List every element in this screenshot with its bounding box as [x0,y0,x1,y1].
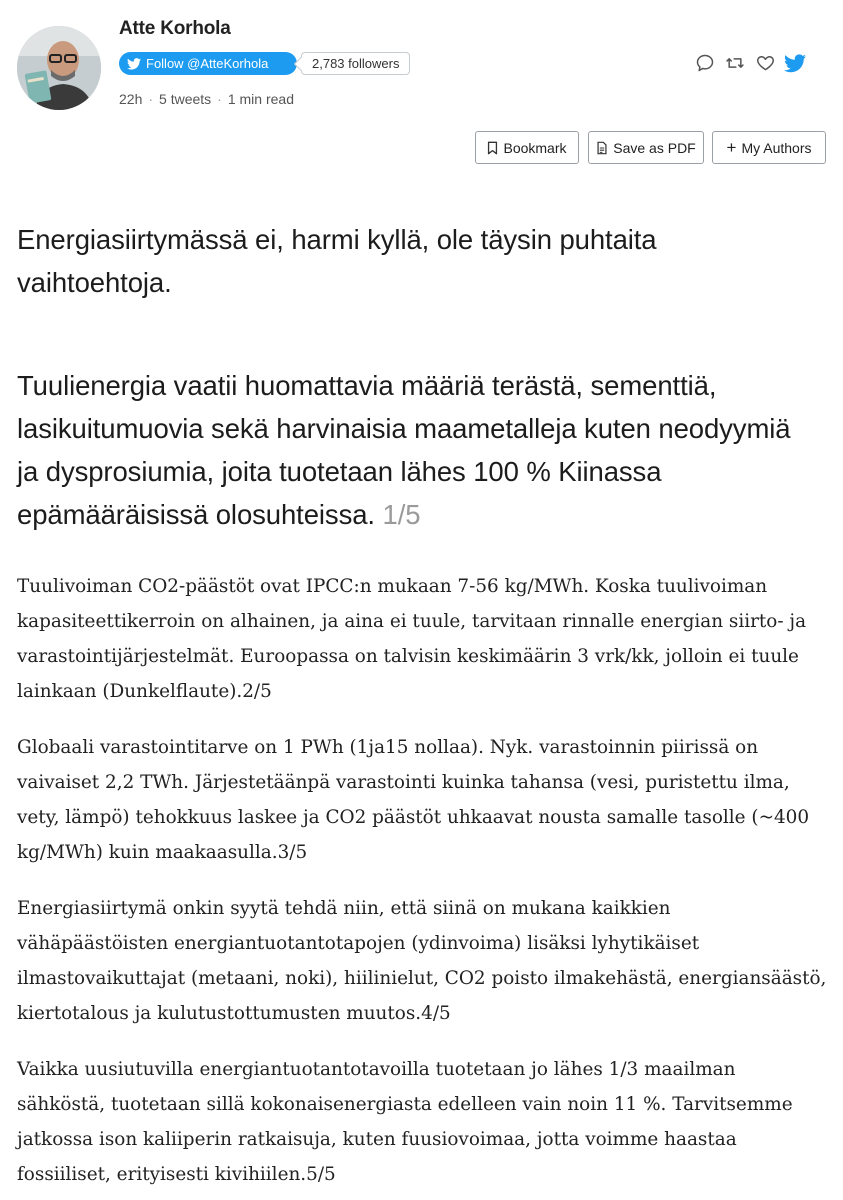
meta-separator: · [148,91,154,107]
tweet-3: Globaali varastointitarve on 1 PWh (1ja15 nollaa). Nyk. varastoinnin piirissä on vaivaiset 2,2 TWh. Järjestetäänpä varastointi kuinka tahansa (vesi, puristettu ilma, vety, lämpö) tehokkuus laskee ja CO2 päästöt uhkaavat nousta samalle tasolle (~400 kg/MWh) kuin maakaasulla.3/5 [17,737,810,863]
my-authors-button[interactable] [712,131,826,164]
plus-icon: + [726,138,737,157]
meta-separator: · [217,91,222,107]
save-as-pdf-label: Save as PDF [613,139,696,156]
heart-icon[interactable] [754,52,776,74]
bookmark-label: Bookmark [503,139,567,156]
avatar[interactable] [17,26,101,110]
tweet-2: Tuulivoiman CO2-päästöt ovat IPCC:n mukaan 7-56 kg/MWh. Koska tuulivoiman kapasiteettikerroin on alhainen, ja aina ei tuule, tarvitaan rinnalle energian siirto- ja varastointijärjestelmät. Euroopassa on talvisin keskimäärin 3 vrk/kk, jolloin ei tuule lainkaan (Dunkelflaute).2/5 [17,576,807,702]
tweet-meta [119,91,294,107]
pdf-icon [596,141,608,155]
thread-intro: Energiasiirtymässä ei, harmi kyllä, ole täysin puhtaita vaihtoehtoja. [17,224,657,298]
retweet-icon[interactable] [724,52,746,74]
twitter-bird-icon[interactable] [784,52,806,74]
follow-button-label: Follow @AtteKorhola [146,56,269,71]
tweet-actions [694,52,806,74]
tweet-1 [17,364,817,536]
tweet-5: Vaikka uusiutuvilla energiantuotantotavoilla tuotetaan jo lähes 1/3 maailman sähköstä, tuotetaan sillä kokonaisenergiasta edelleen vain noin 11 %. Tarvitsemme jatkossa ison kaliiperin ratkaisuja, kuten fuusiovoimaa, jotta voimme haastaa fossiiliset, erityisesti kivihiilen.5/5 [17,1059,793,1185]
tweet-1-counter: 1/5 [382,499,421,530]
tweet-1-text: Tuulienergia vaatii huomattavia määriä terästä, sementtiä, lasikuitumuovia sekä harvinaisia maametalleja kuten neodyymiä ja dysprosiumia, joita tuotetaan lähes 100 % Kiinassa epämääräisissä olosuhteissa. [17,370,791,530]
reply-icon[interactable] [694,52,716,74]
tweet-4: Energiasiirtymä onkin syytä tehdä niin, että siinä on mukana kaikkien vähäpäästöisten energiantuotantotapojen (ydinvoima) lisäksi lyhytikäiset ilmastovaikuttajat (metaani, noki), hiilinielut, CO2 poisto ilmakehästä, energiansäästö, kiertotalous ja kulutustottumusten muutos.4/5 [17,898,827,1024]
author-name[interactable]: Atte Korhola [119,18,231,39]
meta-read-time: 1 min read [227,91,294,107]
meta-tweets: 5 tweets [159,91,212,107]
twitter-bird-icon [127,58,141,70]
my-authors-label: My Authors [741,139,812,156]
save-as-pdf-button[interactable] [588,131,704,164]
meta-time: 22h [119,91,143,107]
bookmark-button[interactable] [475,131,579,164]
followers-count[interactable]: 2,783 followers [301,52,410,75]
bookmark-icon [487,141,498,155]
follow-button[interactable] [119,52,297,75]
